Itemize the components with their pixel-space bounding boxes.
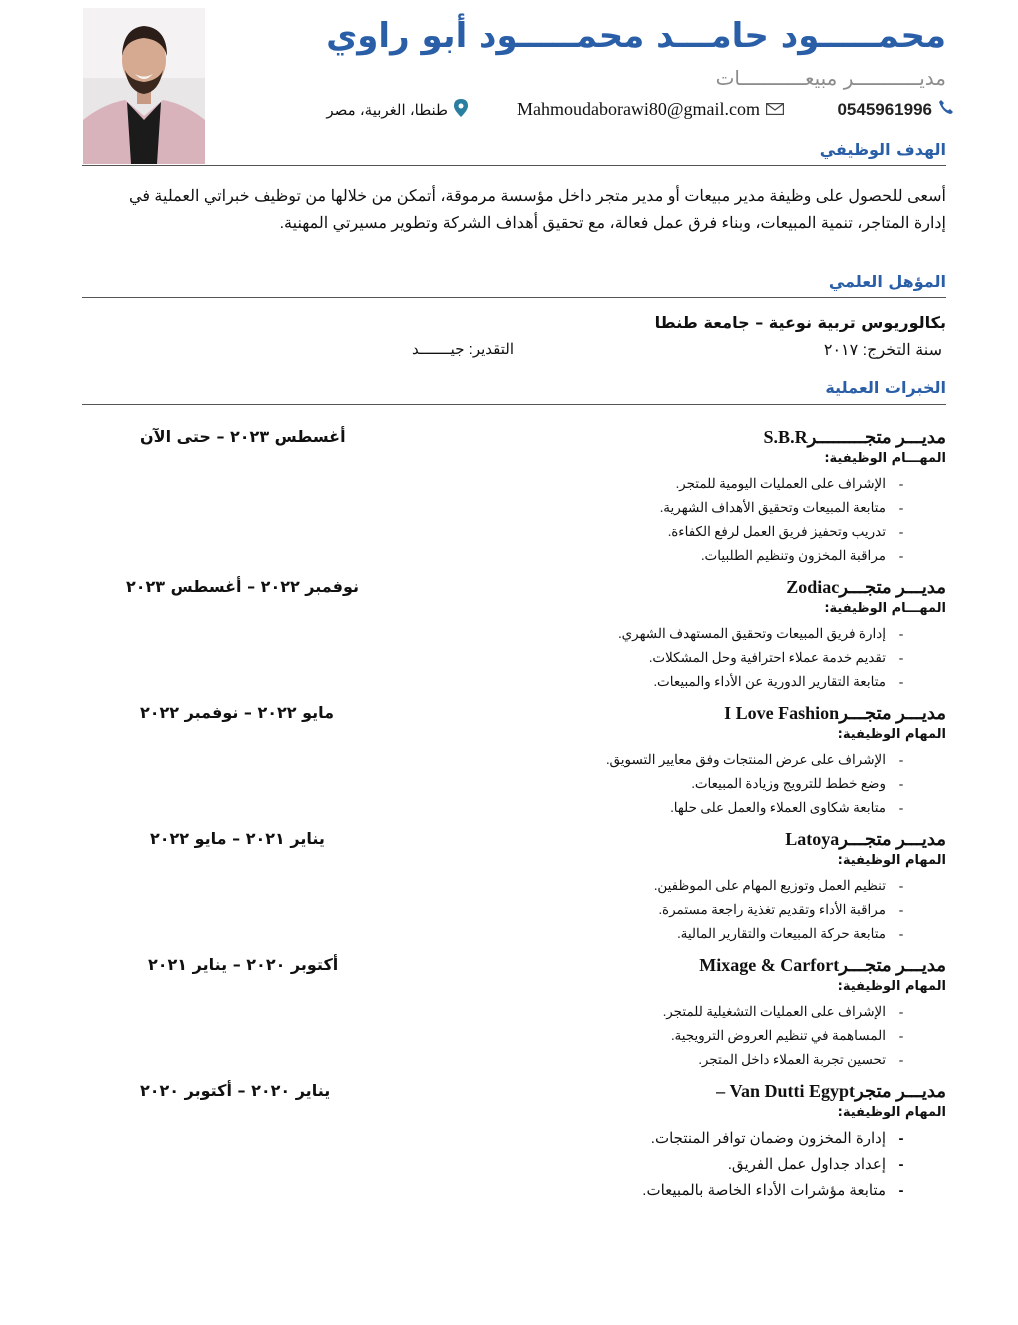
- job-date: يناير ٢٠٢٠ – أكتوبر ٢٠٢٠: [140, 1081, 331, 1100]
- phone-number: 0545961996: [837, 99, 932, 119]
- tasks-label: المهام الوظيفية:: [837, 979, 946, 994]
- phone-contact: [837, 99, 960, 120]
- job-title: مديـــر متجـــرLatoya: [785, 829, 946, 849]
- task-item: - متابعة شكاوى العملاء والعمل على حلها.: [606, 796, 916, 820]
- job-date: مايو ٢٠٢٢ – نوفمبر ٢٠٢٢: [140, 703, 335, 722]
- job-date: أغسطس ٢٠٢٣ – حتى الآن: [140, 427, 346, 446]
- tasks-label: المهام الوظيفية:: [837, 1105, 946, 1120]
- task-list: [618, 622, 916, 694]
- profile-photo: [83, 8, 205, 164]
- experience-item: [96, 427, 946, 573]
- task-item: - مراقبة الأداء وتقديم تغذية راجعة مستمرة.: [654, 898, 916, 922]
- task-item: - تدريب وتحفيز فريق العمل لرفع الكفاءة.: [660, 520, 916, 544]
- task-list: [663, 1000, 916, 1072]
- task-item: - الإشراف على العمليات التشغيلية للمتجر.: [663, 1000, 916, 1024]
- location-contact: [326, 99, 474, 121]
- experience-item: [96, 955, 946, 1079]
- task-item: - متابعة حركة المبيعات والتقارير المالية.: [654, 922, 916, 946]
- task-item: - متابعة مؤشرات الأداء الخاصة بالمبيعات.: [642, 1178, 916, 1204]
- experience-item: [96, 829, 946, 953]
- experience-divider: [82, 404, 946, 405]
- experience-item: [96, 577, 946, 701]
- task-item: - إعداد جداول عمل الفريق.: [642, 1152, 916, 1178]
- candidate-name: محمـــــود حامـــد محمـــــود أبو راوي: [326, 16, 946, 56]
- degree-text: بكالوريوس تربية نوعية – جامعة طنطا: [654, 313, 946, 332]
- task-item: - الإشراف على العمليات اليومية للمتجر.: [660, 472, 916, 496]
- job-date: أكتوبر ٢٠٢٠ – يناير ٢٠٢١: [148, 955, 339, 974]
- task-item: - مراقبة المخزون وتنظيم الطلبيات.: [660, 544, 916, 568]
- email-address[interactable]: Mahmoudaborawi80@gmail.com: [516, 99, 760, 119]
- task-item: - تحسين تجربة العملاء داخل المتجر.: [663, 1048, 916, 1072]
- profile-photo-illustration: [83, 8, 205, 164]
- candidate-job-title: مديـــــــــــر مبيعـــــــــــات: [715, 66, 946, 90]
- task-item: - المساهمة في تنظيم العروض الترويجية.: [663, 1024, 916, 1048]
- grade-text: التقدير: جيـــــــد: [412, 341, 514, 358]
- job-title: مديـــر متجـــرI Love Fashion: [724, 703, 946, 723]
- email-contact: [517, 99, 790, 120]
- objective-section-title: الهدف الوظيفي: [819, 140, 946, 159]
- experience-item: [96, 1081, 946, 1221]
- task-item: - إدارة المخزون وضمان توافر المنتجات.: [642, 1126, 916, 1152]
- education-section-title: المؤهل العلمي: [828, 272, 946, 291]
- task-item: - تقديم خدمة عملاء احترافية وحل المشكلات.: [618, 646, 916, 670]
- task-item: - متابعة المبيعات وتحقيق الأهداف الشهرية.: [660, 496, 916, 520]
- tasks-label: المهـــام الوظيفية:: [824, 601, 946, 616]
- task-item: - متابعة التقارير الدورية عن الأداء والمبيعات.: [618, 670, 916, 694]
- task-item: - إدارة فريق المبيعات وتحقيق المستهدف الشهري.: [618, 622, 916, 646]
- task-item: - الإشراف على عرض المنتجات وفق معايير التسويق.: [606, 748, 916, 772]
- task-list: [660, 472, 916, 568]
- experience-section-title: الخبرات العملية: [825, 378, 946, 397]
- envelope-icon: [766, 99, 784, 120]
- job-date: نوفمبر ٢٠٢٢ – أغسطس ٢٠٢٣: [126, 577, 360, 596]
- task-item: - تنظيم العمل وتوزيع المهام على الموظفين.: [654, 874, 916, 898]
- task-list: [642, 1126, 916, 1204]
- tasks-label: المهـــام الوظيفية:: [824, 451, 946, 466]
- job-date: يناير ٢٠٢١ – مايو ٢٠٢٢: [150, 829, 325, 848]
- experience-item: [96, 703, 946, 827]
- task-list: [654, 874, 916, 946]
- education-divider: [82, 297, 946, 298]
- location-text: طنطا، الغربية، مصر: [326, 102, 448, 119]
- map-pin-icon: [454, 99, 468, 121]
- objective-divider: [82, 165, 946, 166]
- job-title: مديـــر متجـــــــــرS.B.R: [763, 427, 946, 447]
- objective-text: أسعى للحصول على وظيفة مدير مبيعات أو مدير متجر داخل مؤسسة مرموقة، أتمكن من خلالها من توظيف خبراتي العملية في إدارة المتاجر، تنمية المبيعات، وبناء فرق عمل فعالة، مع تحقيق أهداف الشركة وتطوير مسيرتي المهنية.: [128, 188, 946, 232]
- job-title: مديـــر متجرVan Dutti Egypt –: [716, 1081, 946, 1101]
- job-title: مديـــر متجـــرMixage & Carfort: [699, 955, 946, 975]
- tasks-label: المهام الوظيفية:: [837, 853, 946, 868]
- job-title: مديـــر متجـــرZodiac: [786, 577, 946, 597]
- phone-icon: [938, 99, 954, 120]
- task-item: - وضع خطط للترويج وزيادة المبيعات.: [606, 772, 916, 796]
- task-list: [606, 748, 916, 820]
- tasks-label: المهام الوظيفية:: [837, 727, 946, 742]
- graduation-year: سنة التخرج: ٢٠١٧: [823, 342, 942, 359]
